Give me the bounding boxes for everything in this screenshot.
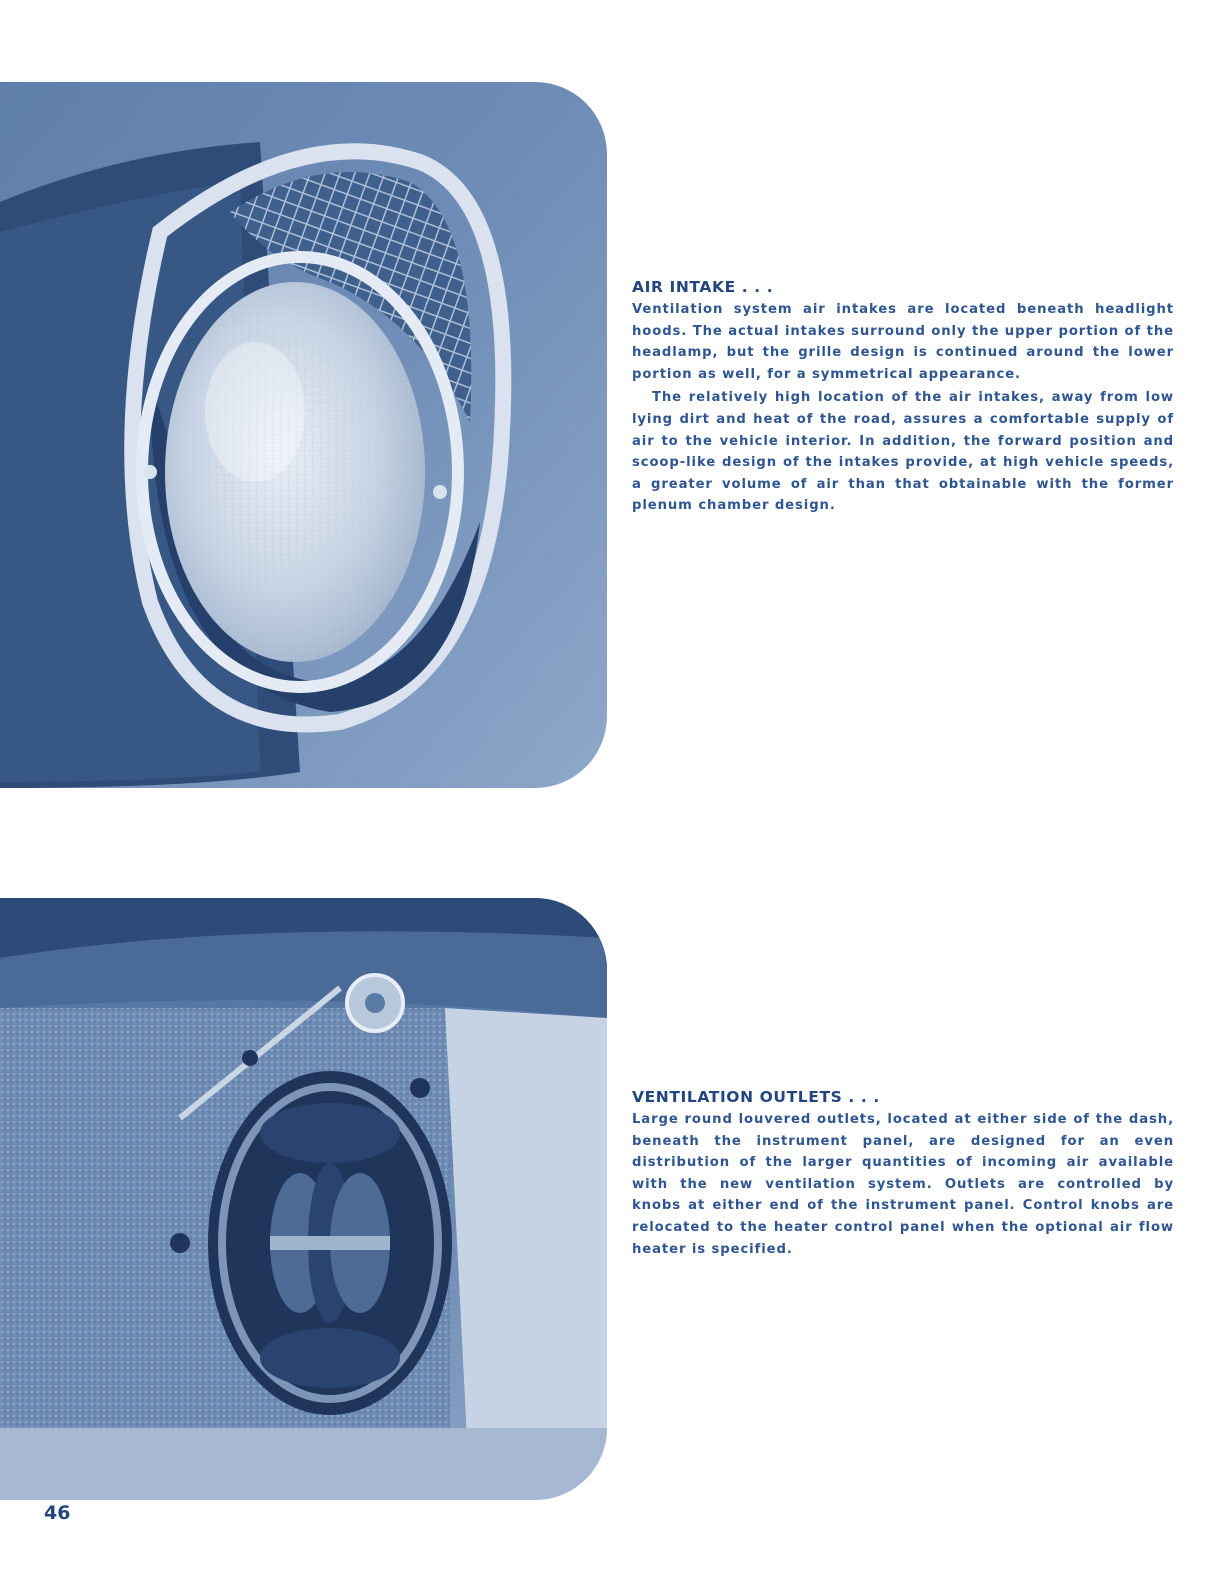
ventilation-outlet-photo [0, 898, 607, 1500]
page-number: 46 [44, 1502, 71, 1524]
air-intake-heading: AIR INTAKE . . . [632, 278, 774, 296]
ventilation-outlets-heading: VENTILATION OUTLETS . . . [632, 1088, 880, 1106]
headlamp-photo [0, 82, 607, 788]
ventilation-outlets-paragraph-1: Large round louvered outlets, located at either side of the dash, beneath the instrument panel, are designed for an even distribution of the larger quantities of incoming air available with the new ventilation system. Outlets are controlled by knobs at either end of the instrument panel. Control knobs are relocated to the heater control panel when the optional air flow heater is specified. [632, 1112, 1174, 1257]
air-intake-paragraph-1: Ventilation system air intakes are located beneath headlight hoods. The actual intakes surround only the upper portion of the headlamp, but the grille design is continued around the lower portion as well, for a symmetrical appearance. [632, 302, 1174, 382]
ventilation-outlets-section [632, 1088, 1174, 1260]
air-intake-paragraph-2: The relatively high location of the air intakes, away from low lying dirt and heat of the road, assures a comfortable supply of air to the vehicle interior. In addition, the forward position and scoop-like design of the intakes provide, at high vehicle speeds, a greater volume of air than that obtainable with the former plenum chamber design. [632, 390, 1174, 514]
air-intake-section [632, 278, 1174, 517]
